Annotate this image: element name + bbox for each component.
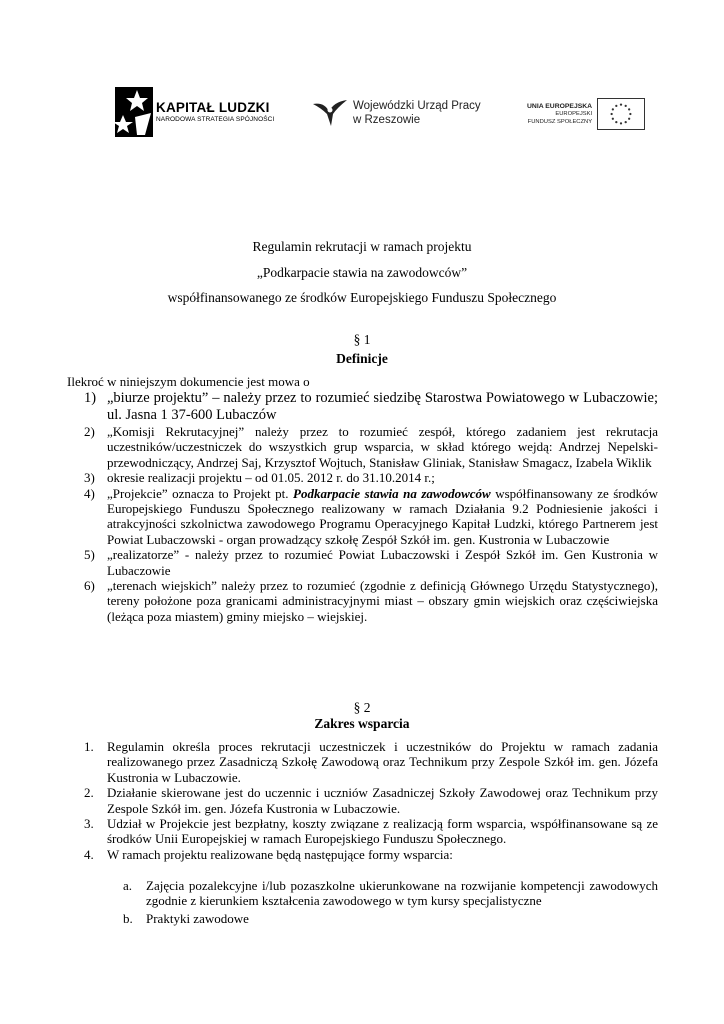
list-item-text-post: współfinansowany ze środków Europejskiego Funduszu Społecznego realizowany w ramach Działania 9.2 Podniesienie jakości i atrakcyjności szkolnictwa zawodowego Programu Operacyjnego Kapitał Ludzki, którego Partnerem jest Powiat Lubaczowski - organ prowadzący szkołę Zespół Szkół im. gen. Kustronia w Lubaczowie bbox=[107, 485, 659, 547]
list-item bbox=[84, 424, 658, 470]
list-item-text: „biurze projektu” – należy przez to rozumieć siedzibę Starostwa Powiatowego w Lubaczowie; ul. Jasna 1 37-600 Lubaczów bbox=[107, 390, 658, 423]
wup-bird-icon bbox=[311, 98, 349, 128]
list-item-text: „terenach wiejskich” należy przez to rozumieć (zgodnie z definicją Głównego Urzędu Statystycznego), tereny położone poza granicami administracyjnymi miast – obszary gmin wiejskich oraz częściwiejska (leżąca poza miastem) gminy miejsko – wiejskiej. bbox=[107, 578, 658, 624]
list-item-number: 2. bbox=[84, 785, 94, 801]
list-item bbox=[84, 816, 658, 847]
list-item bbox=[84, 847, 658, 862]
eu-flag-icon bbox=[597, 98, 645, 130]
section-2-heading: Zakres wsparcia bbox=[314, 716, 410, 731]
support-forms-list bbox=[123, 878, 658, 928]
list-item-number: 1. bbox=[84, 739, 94, 754]
eu-name: UNIA EUROPEJSKA bbox=[527, 103, 593, 110]
list-item-text: „realizatorze” - należy przez to rozumieć Powiat Lubaczowski i Zespół Szkół im. Gen Kustronia w Lubaczowie bbox=[107, 547, 658, 578]
section-1-sign: § 1 bbox=[353, 332, 371, 347]
list-item-text: Zajęcia pozalekcyjne i/lub pozaszkolne ukierunkowane na rozwijanie kompetencji zawodowych zgodnie z kierunkiem kształcenia zawodowego w tym kursy specjalistyczne bbox=[146, 878, 658, 909]
logo-bar bbox=[0, 85, 724, 145]
list-item-letter: b. bbox=[123, 910, 133, 926]
list-item-text: Działanie skierowane jest do uczennic i uczniów Zasadniczej Szkoły Zawodowej oraz Technikum przy Zespole Szkół im. gen. Józefa Kustronia w Lubaczowie. bbox=[107, 785, 658, 816]
title-line-1: Regulamin rekrutacji w ramach projektu bbox=[252, 239, 472, 254]
kapital-ludzki-logo bbox=[115, 87, 274, 137]
eu-logo bbox=[527, 98, 645, 130]
list-item-number: 5) bbox=[84, 547, 95, 563]
list-item-number: 1) bbox=[84, 390, 97, 406]
list-item-number: 6) bbox=[84, 578, 95, 594]
support-scope-list bbox=[84, 739, 658, 862]
project-name-emphasis: Podkarpacie stawia na zawodowców bbox=[293, 485, 491, 501]
list-item bbox=[84, 578, 658, 624]
wup-name-line1: Wojewódzki Urząd Pracy bbox=[353, 100, 481, 112]
list-item-number: 2) bbox=[84, 424, 95, 439]
kapital-ludzki-subtitle: NARODOWA STRATEGIA SPÓJNOŚCI bbox=[156, 116, 275, 123]
wup-logo bbox=[311, 98, 481, 128]
list-item-text-pre: „Projekcie” oznacza to Projekt pt. bbox=[107, 485, 294, 501]
title-line-3: współfinansowanego ze środków Europejskiego Funduszu Społecznego bbox=[167, 290, 557, 305]
title-line-2: „Podkarpacie stawia na zawodowców” bbox=[256, 264, 468, 280]
list-item-number: 3. bbox=[84, 816, 94, 832]
list-item-text: W ramach projektu realizowane będą następujące formy wsparcia: bbox=[107, 846, 453, 862]
list-item-letter: a. bbox=[123, 878, 133, 893]
section-2-sign: § 2 bbox=[353, 700, 371, 715]
list-item bbox=[84, 739, 658, 785]
eu-fund-line1: EUROPEJSKI bbox=[555, 111, 593, 117]
list-item bbox=[84, 470, 658, 485]
list-item-number: 4. bbox=[84, 846, 94, 862]
list-item bbox=[84, 785, 658, 816]
list-item-text: Regulamin określa proces rekrutacji uczestniczek i uczestników do Projektu w ramach zadania realizowanego przez Zasadniczą Szkołę Zawodową oraz Technikum przy Zespole Szkół im. gen. Józefa Kustronia w Lubaczowie. bbox=[107, 739, 658, 785]
wup-name-line2: w Rzeszowie bbox=[353, 114, 421, 126]
section-1-heading: Definicje bbox=[336, 351, 388, 366]
kapital-ludzki-name: KAPITAŁ LUDZKI bbox=[156, 100, 270, 115]
list-item-text: Praktyki zawodowe bbox=[146, 910, 249, 926]
list-item bbox=[123, 878, 658, 909]
list-item-number: 4) bbox=[84, 485, 95, 501]
list-item-text: Udział w Projekcie jest bezpłatny, koszty związane z realizacją form wsparcia, współfinansowane są ze środków Unii Europejskiej w ramach Europejskiego Funduszu Społecznego. bbox=[107, 816, 658, 847]
list-item bbox=[123, 911, 658, 926]
definitions-list bbox=[84, 390, 658, 624]
list-item bbox=[84, 547, 658, 578]
document-title bbox=[0, 234, 724, 311]
kapital-ludzki-emblem-icon bbox=[115, 87, 153, 137]
list-item bbox=[84, 390, 658, 424]
section-1-intro: Ilekroć w niniejszym dokumencie jest mowa o bbox=[67, 374, 310, 389]
list-item bbox=[84, 486, 658, 548]
list-item-text: „Komisji Rekrutacyjnej” należy przez to rozumieć zespół, którego zadaniem jest rekrutacja uczestników/uczestniczek do wszystkich grup wsparcia, w skład którego wejdą: Andrzej Nepelski-przewodniczący, Andrzej Saj, Krzysztof Wojtuch, Stanisław Gliniak, Stanisław Smagacz, Izabela Wiklik bbox=[107, 424, 658, 470]
list-item-number: 3) bbox=[84, 470, 95, 486]
eu-fund-line2: FUNDUSZ SPOŁECZNY bbox=[527, 118, 593, 125]
list-item-text: okresie realizacji projektu – od 01.05. 2012 r. do 31.10.2014 r.; bbox=[107, 470, 435, 486]
